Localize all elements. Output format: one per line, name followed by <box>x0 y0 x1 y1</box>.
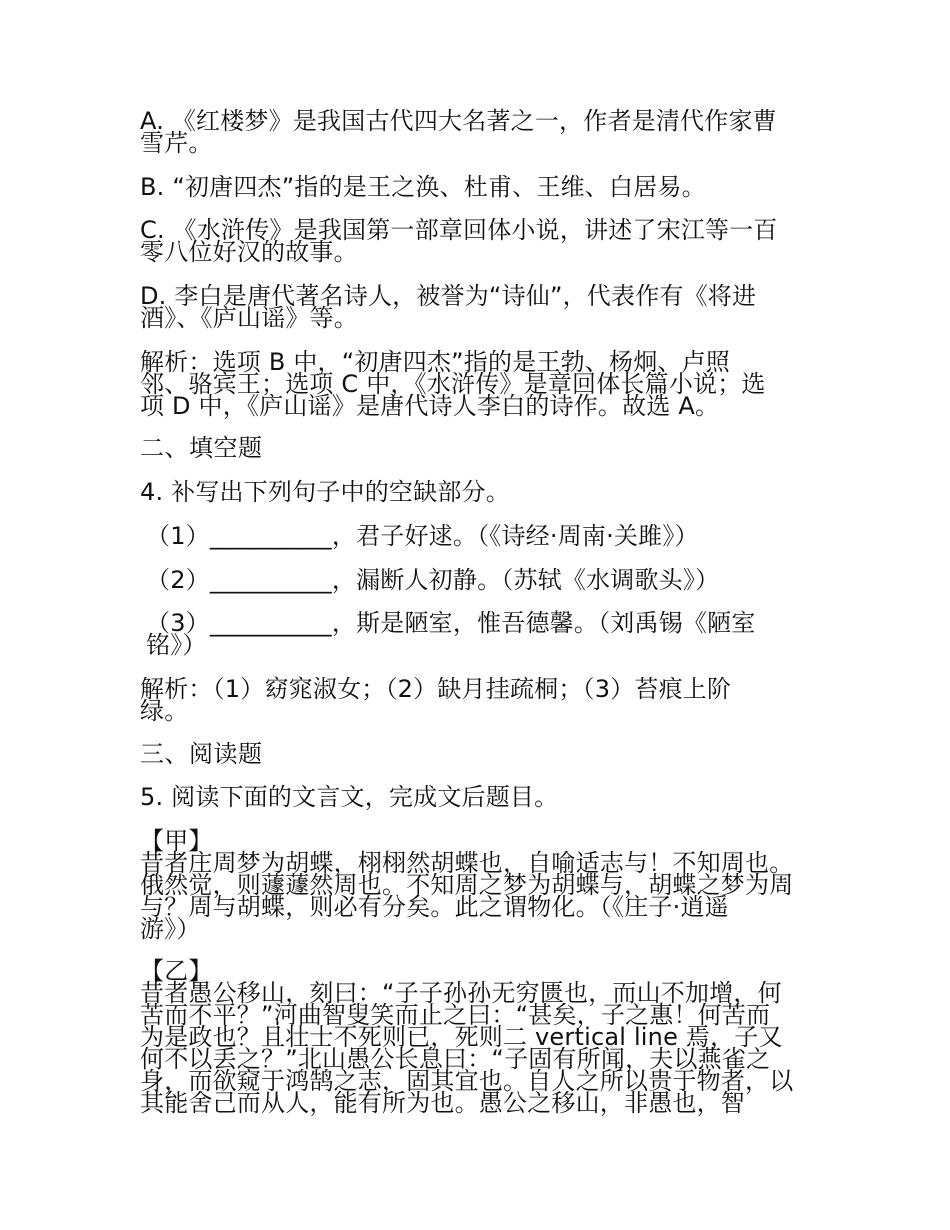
passage-jia-label: 【甲】 <box>140 827 213 855</box>
passage-jia: 【甲】 昔者庄周梦为胡蝶，栩栩然胡蝶也，自喻适志与！不知周也。 俄然觉，则蘧蘧然周也。不知周之梦为胡蝶与，胡蝶之梦为周 与？周与胡蝶，则必有分矣。此之谓物化。（《庄子·逍遥 游》） <box>140 830 820 940</box>
option-d: D. 李白是唐代著名诗人，被誉为“诗仙”，代表作有《将进 酒》、《庐山谣》等。 <box>140 282 757 332</box>
q4-stem: 4. 补写出下列句子中的空缺部分。 <box>140 478 510 506</box>
option-a: A. 《红楼梦》是我国古代四大名著之一，作者是清代作家曹 雪芹。 <box>140 107 777 157</box>
blank-item-1: （1）__________，君子好逑。（《诗经·周南·关雎》） <box>146 522 699 550</box>
blank-item-2: （2）__________，漏断人初静。（苏轼《水调歌头》） <box>146 566 720 594</box>
q3-analysis: 解析：选项 B 中，“初唐四杰”指的是王勃、杨炯、卢照 邻、骆宾王；选项 C 中，《水浒传》是章回体长篇小说；选 项 D 中，《庐山谣》是唐代诗人李白的诗作。故选 A。 <box>140 348 766 420</box>
blank-item-3: （3）__________，斯是陋室，惟吾德馨。（刘禹锡《陋室 铭》） <box>146 609 756 659</box>
section-fill-blank-title: 二、填空题 <box>140 434 263 462</box>
q4-analysis: 解析：（1）窈窕淑女；（2）缺月挂疏桐；（3）苔痕上阶 绿。 <box>140 675 732 725</box>
option-b: B. “初唐四杰”指的是王之涣、杜甫、王维、白居易。 <box>140 173 706 201</box>
passage-yi: 【乙】 昔者愚公移山，刻曰：“子子孙孙无穷匮也，而山不加增，何 苦而不平？”河曲智叟笑而止之曰：“甚矣，子之惠！何苦而 为是政也？且壮士不死则已，死则二 vertical line 焉，子又 何不以丢之？”北山愚公长息曰：“子固有所闻，夫以燕雀之 身，而欲窥于鸿鹄之志，固其宜也。自人之所以贵于物者，以 其能舍己而从人，能有所为也。愚公之移山，非愚也，智 <box>140 960 820 1114</box>
q5-stem: 5. 阅读下面的文言文，完成文后题目。 <box>140 783 559 811</box>
passage-yi-label: 【乙】 <box>140 957 213 985</box>
section-reading-title: 三、阅读题 <box>140 740 263 768</box>
option-c: C. 《水浒传》是我国第一部章回体小说，讲述了宋江等一百 零八位好汉的故事。 <box>140 216 778 266</box>
